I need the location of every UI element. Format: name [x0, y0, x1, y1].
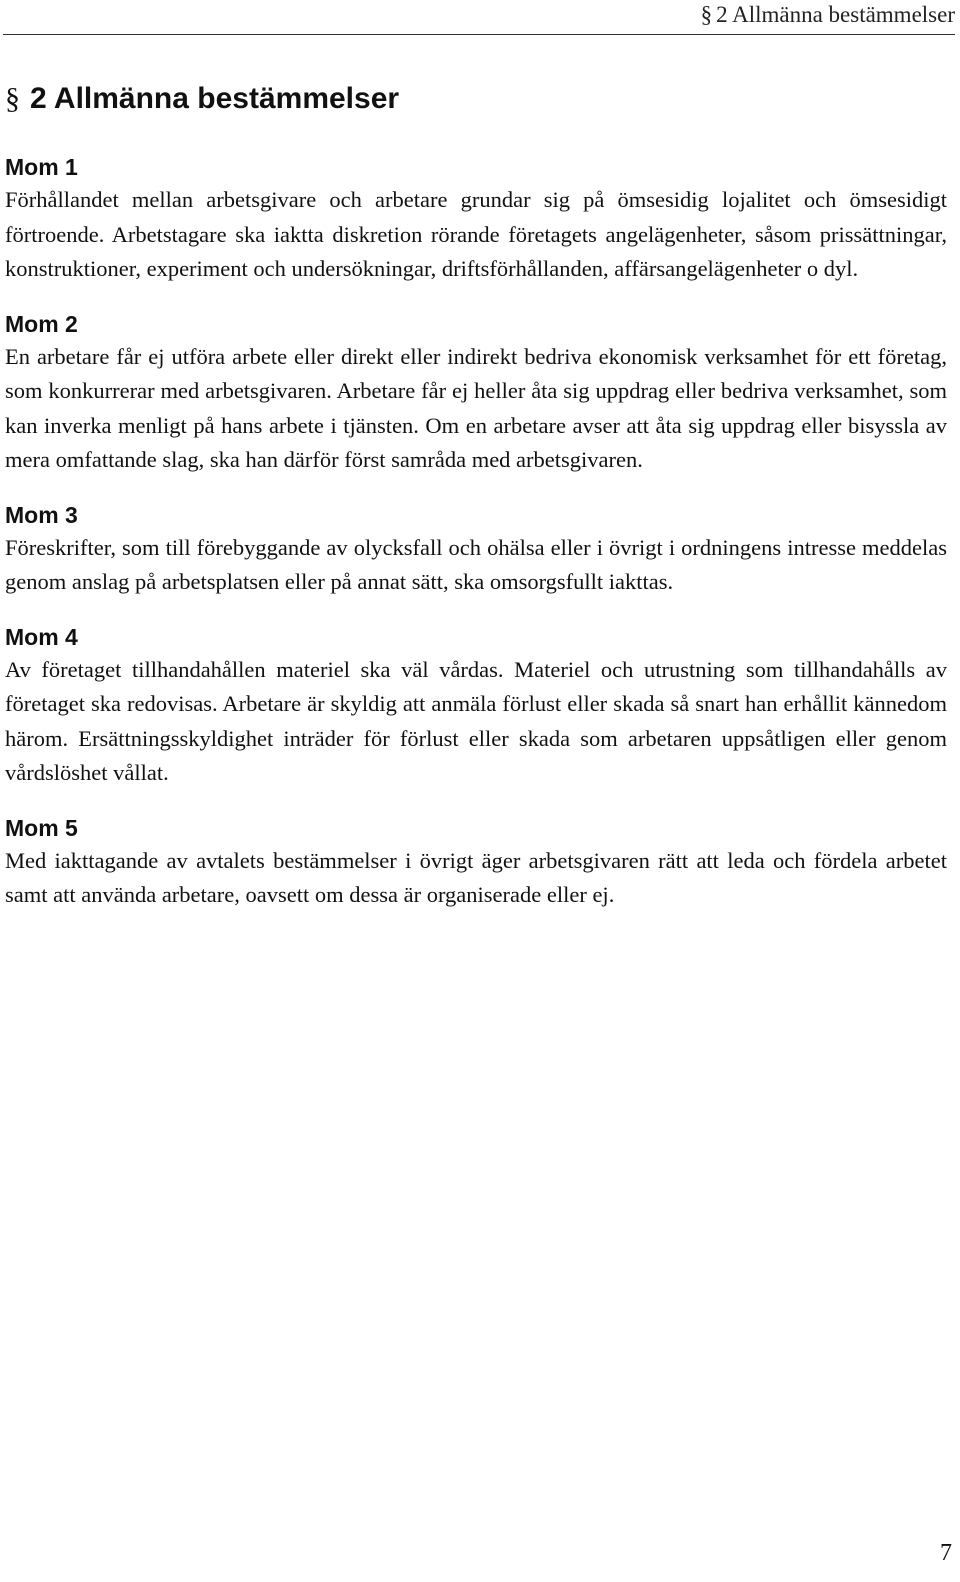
- header-rule: [3, 34, 955, 35]
- running-header: [701, 0, 955, 30]
- section-text: Förhållandet mellan arbetsgivare och arbetare grundar sig på ömsesidig lojalitet och ömsesidigt förtroende. Arbetstagare ska iaktta diskretion rörande företagets angelägenheter, såsom prissättningar, konstruktioner, experiment och undersökningar, driftsförhållanden, affärsangelägenheter o dyl.: [5, 187, 947, 281]
- section-text: En arbetare får ej utföra arbete eller direkt eller indirekt bedriva ekonomisk verksamhet för ett företag, som konkurrerar med arbetsgivaren. Arbetare får ej heller åta sig uppdrag eller bedriva verksamhet, som kan inverka menligt på hans arbete i tjänsten. Om en arbetare avser att åta sig uppdrag eller bisyssla av mera omfattande slag, ska han därför först samråda med arbetsgivaren.: [5, 343, 947, 472]
- section-text: Med iakttagande av avtalets bestämmelser i övrigt äger arbetsgivaren rätt att leda och fördela arbetet samt att använda arbetare, oavsett om dessa är organiserade eller ej.: [5, 847, 947, 907]
- section-heading: Mom 1: [5, 154, 78, 180]
- section-text: Av företaget tillhandahållen materiel ska väl vårdas. Materiel och utrustning som tillhandahålls av företaget ska redovisas. Arbetare är skyldig att anmäla förlust eller skada så snart han erhållit kännedom härom. Ersättningsskyldighet inträder för förlust eller skada som arbetaren uppsåtligen eller genom vårdslöshet vållat.: [5, 656, 947, 785]
- section-mom-5: [5, 813, 947, 913]
- section-mom-3: [5, 500, 947, 600]
- running-header-title: 2 Allmänna bestämmelser: [716, 2, 955, 27]
- section-mom-4: [5, 622, 947, 791]
- page-title: [5, 80, 399, 118]
- section-heading: Mom 4: [5, 623, 78, 650]
- document-body: [5, 152, 947, 935]
- section-text: Föreskrifter, som till förebyggande av olycksfall och ohälsa eller i övrigt i ordningens intresse meddelas genom anslag på arbetsplatsen eller på annat sätt, ska omsorgsfullt iakttas.: [5, 534, 947, 594]
- section-heading: Mom 5: [5, 814, 78, 841]
- page-title-text: 2 Allmänna bestämmelser: [30, 82, 400, 115]
- running-header-section-sign: §: [700, 2, 713, 27]
- section-heading: Mom 3: [5, 501, 78, 528]
- page-number: 7: [940, 1540, 952, 1566]
- section-heading: Mom 2: [5, 310, 78, 337]
- section-mom-2: [5, 309, 947, 478]
- section-mom-1: [5, 152, 947, 287]
- page-title-section-sign: §: [5, 82, 20, 115]
